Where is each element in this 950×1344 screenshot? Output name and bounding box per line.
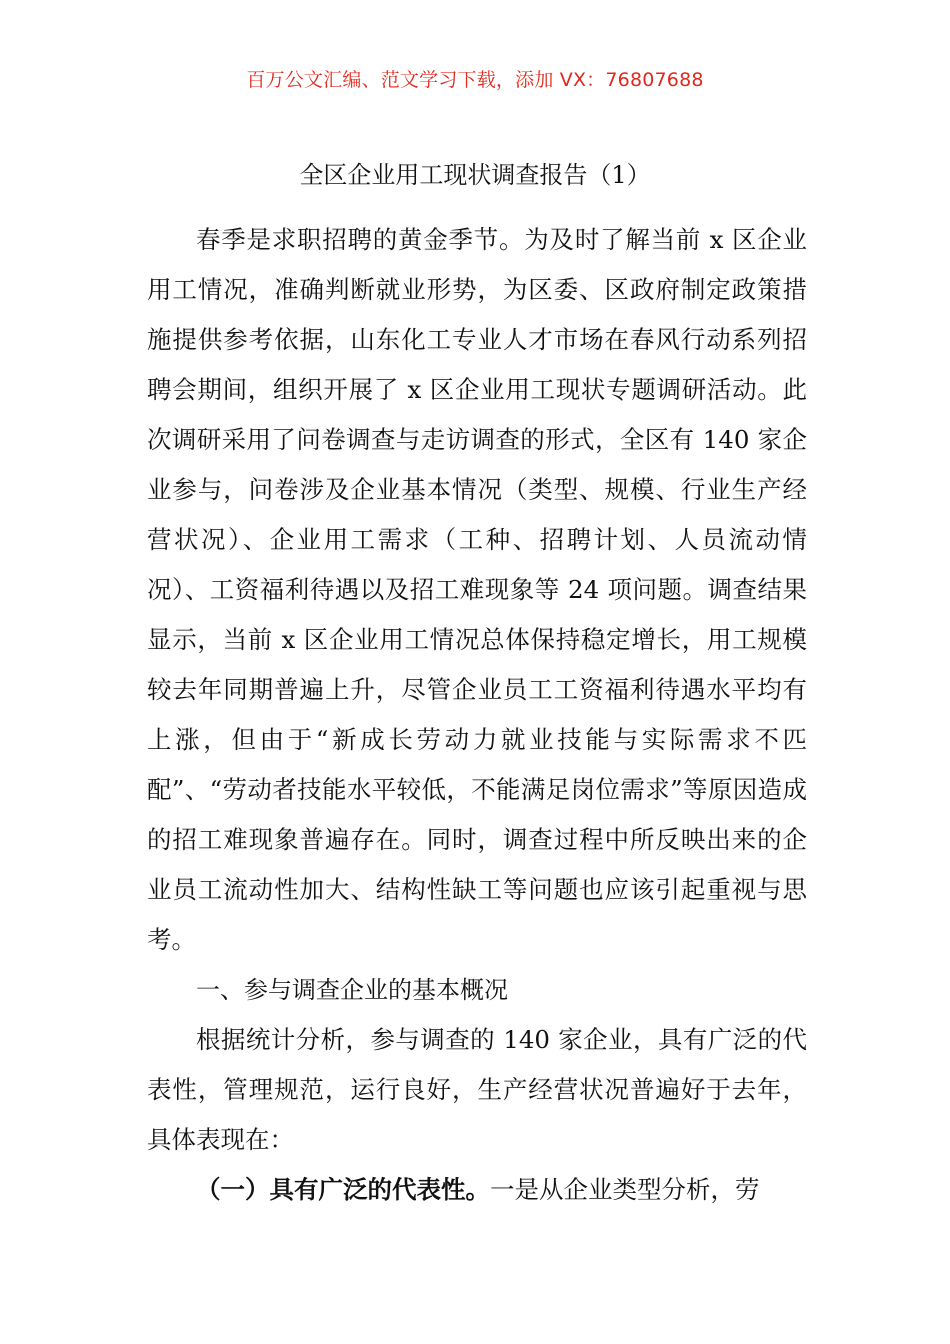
header-banner: 百万公文汇编、范文学习下载，添加 VX：76807688 [246,69,704,91]
section-heading: 一、参与调查企业的基本概况 [196,976,508,1004]
document-body [147,215,807,1215]
subsection-text: 一是从企业类型分析，劳 [490,1175,760,1204]
document-title: 全区企业用工现状调查报告（1） [299,161,651,189]
intro-paragraph: 春季是求职招聘的黄金季节。为及时了解当前 x 区企业用工情况，准确判断就业形势，为区委、区政府制定政策措施提供参考依据，山东化工专业人才市场在春风行动系列招聘会期间，组织开展了 x 区企业用工现状专题调研活动。此次调研采用了问卷调查与走访调查的形式，全区有 140 家企业参与，问卷涉及企业基本情况（类型、规模、行业生产经营状况）、企业用工需求（工种、招聘计划、人员流动情况）、工资福利待遇以及招工难现象等 24 项问题。调查结果显示，当前 x 区企业用工情况总体保持稳定增长，用工规模较去年同期普遍上升，尽管企业员工工资福利待遇水平均有上涨，但由于“新成长劳动力就业技能与实际需求不匹配”、“劳动者技能水平较低，不能满足岗位需求”等原因造成的招工难现象普遍存在。同时，调查过程中所反映出来的企业员工流动性加大、结构性缺工等问题也应该引起重视与思考。 [147,225,807,954]
section-paragraph: 根据统计分析，参与调查的 140 家企业，具有广泛的代表性，管理规范，运行良好，生产经营状况普遍好于去年，具体表现在： [147,1025,807,1154]
subsection-heading: （一）具有广泛的代表性。 [196,1175,490,1204]
subsection-paragraph [147,1165,807,1215]
